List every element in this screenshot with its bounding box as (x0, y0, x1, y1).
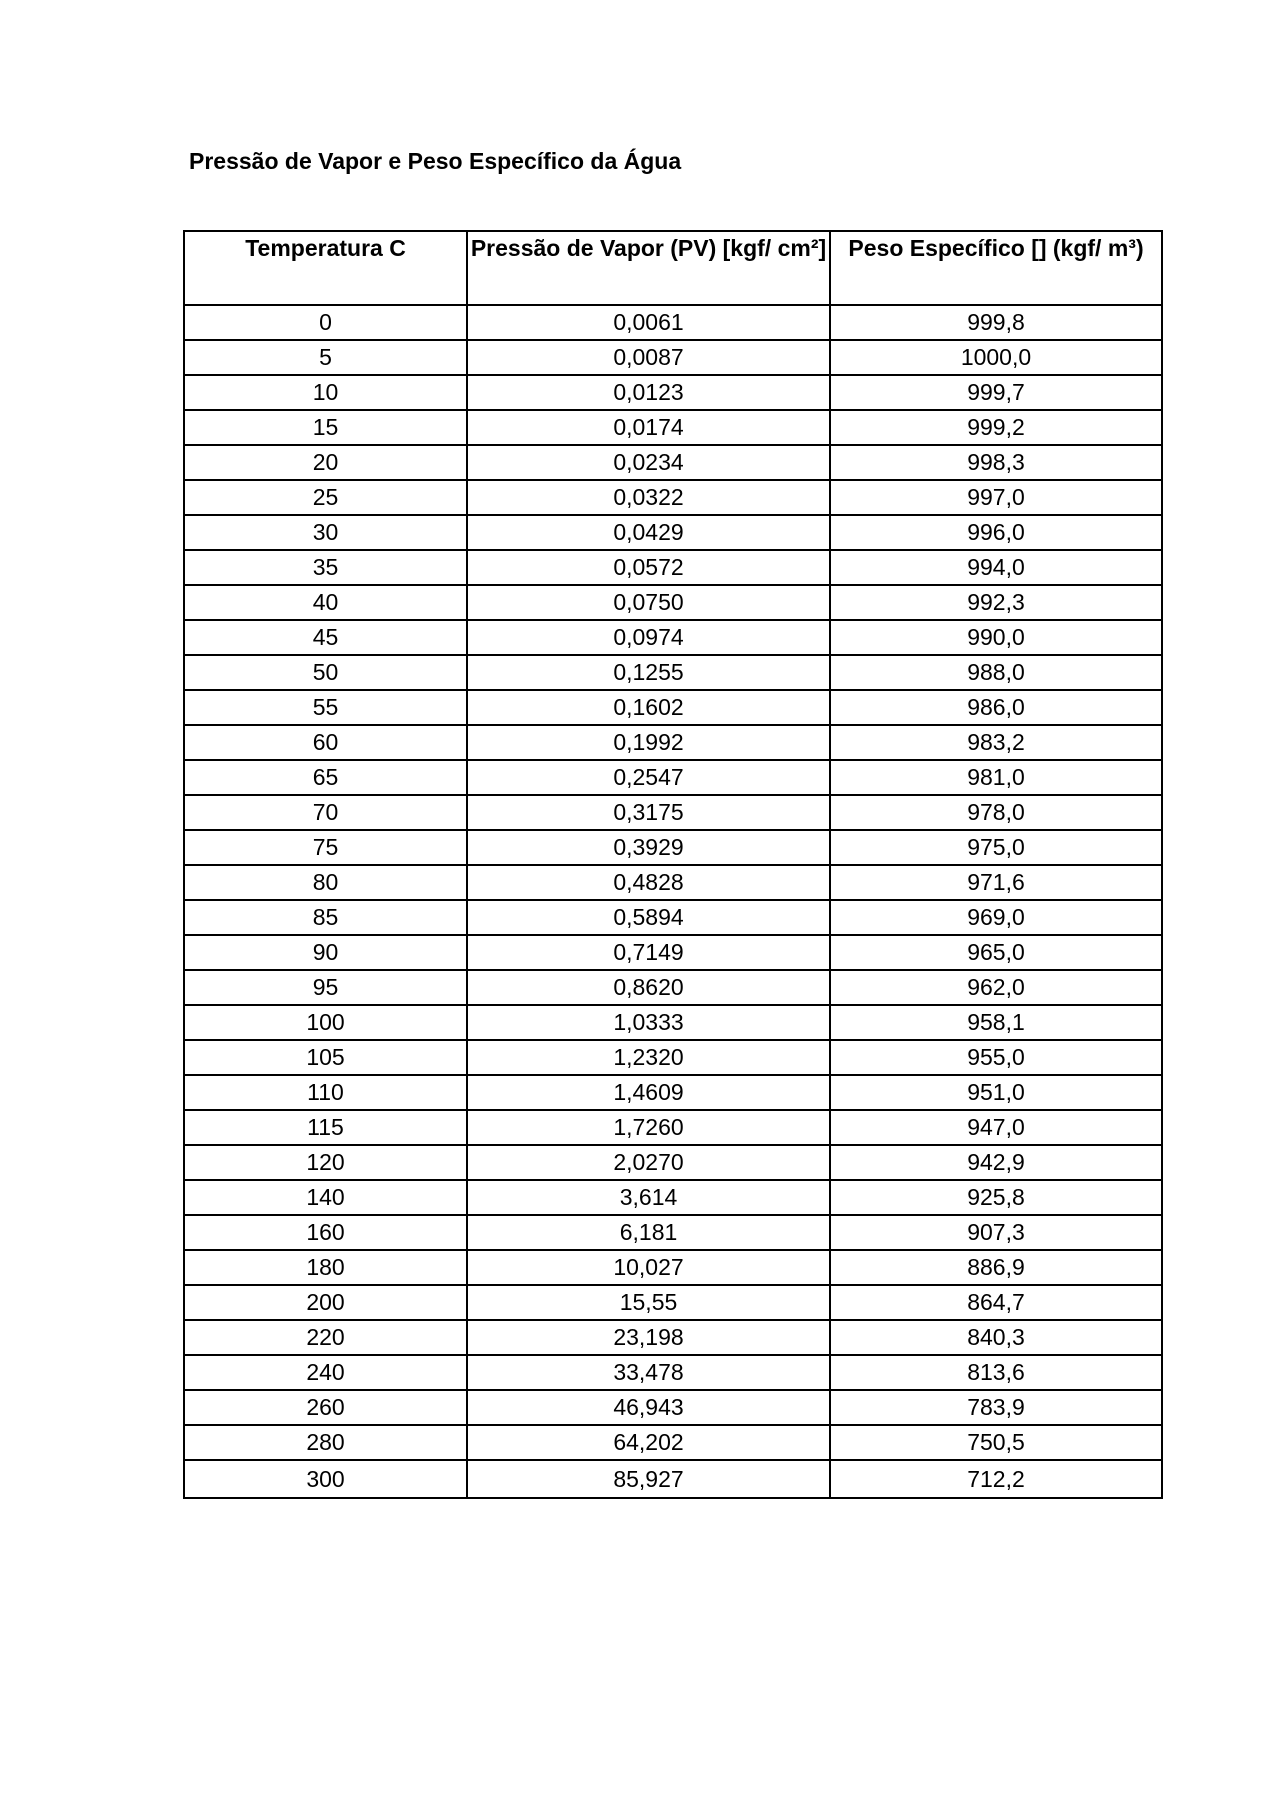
cell-vapor-pressure: 6,181 (467, 1215, 830, 1250)
table-row (184, 1005, 1162, 1040)
cell-temperature: 90 (184, 935, 467, 970)
table-row (184, 550, 1162, 585)
cell-vapor-pressure: 64,202 (467, 1425, 830, 1460)
cell-temperature: 45 (184, 620, 467, 655)
cell-vapor-pressure: 0,5894 (467, 900, 830, 935)
cell-specific-weight: 999,8 (830, 305, 1162, 340)
table-row (184, 1110, 1162, 1145)
cell-vapor-pressure: 0,1255 (467, 655, 830, 690)
cell-specific-weight: 965,0 (830, 935, 1162, 970)
data-table (183, 230, 1163, 1499)
cell-specific-weight: 962,0 (830, 970, 1162, 1005)
cell-vapor-pressure: 0,0174 (467, 410, 830, 445)
cell-specific-weight: 994,0 (830, 550, 1162, 585)
table-row (184, 480, 1162, 515)
cell-vapor-pressure: 0,2547 (467, 760, 830, 795)
cell-vapor-pressure: 3,614 (467, 1180, 830, 1215)
table-row (184, 690, 1162, 725)
cell-temperature: 75 (184, 830, 467, 865)
cell-vapor-pressure: 0,0087 (467, 340, 830, 375)
table-row (184, 515, 1162, 550)
cell-specific-weight: 813,6 (830, 1355, 1162, 1390)
cell-temperature: 120 (184, 1145, 467, 1180)
cell-vapor-pressure: 0,0061 (467, 305, 830, 340)
cell-vapor-pressure: 10,027 (467, 1250, 830, 1285)
cell-vapor-pressure: 0,8620 (467, 970, 830, 1005)
table-row (184, 410, 1162, 445)
table-row (184, 935, 1162, 970)
cell-vapor-pressure: 0,1602 (467, 690, 830, 725)
cell-temperature: 180 (184, 1250, 467, 1285)
cell-temperature: 280 (184, 1425, 467, 1460)
cell-vapor-pressure: 0,0750 (467, 585, 830, 620)
cell-vapor-pressure: 0,3175 (467, 795, 830, 830)
header-temperature: Temperatura C (184, 231, 467, 305)
table-row (184, 1460, 1162, 1498)
table-row (184, 620, 1162, 655)
table-row (184, 305, 1162, 340)
cell-temperature: 115 (184, 1110, 467, 1145)
table-row (184, 445, 1162, 480)
cell-specific-weight: 942,9 (830, 1145, 1162, 1180)
cell-specific-weight: 1000,0 (830, 340, 1162, 375)
cell-specific-weight: 783,9 (830, 1390, 1162, 1425)
cell-temperature: 240 (184, 1355, 467, 1390)
cell-vapor-pressure: 46,943 (467, 1390, 830, 1425)
cell-vapor-pressure: 1,4609 (467, 1075, 830, 1110)
cell-temperature: 110 (184, 1075, 467, 1110)
cell-temperature: 50 (184, 655, 467, 690)
cell-temperature: 100 (184, 1005, 467, 1040)
table-row (184, 1180, 1162, 1215)
cell-temperature: 300 (184, 1460, 467, 1498)
cell-vapor-pressure: 1,7260 (467, 1110, 830, 1145)
cell-vapor-pressure: 1,2320 (467, 1040, 830, 1075)
cell-temperature: 10 (184, 375, 467, 410)
cell-temperature: 95 (184, 970, 467, 1005)
header-row (184, 231, 1162, 305)
table-row (184, 900, 1162, 935)
cell-specific-weight: 840,3 (830, 1320, 1162, 1355)
cell-specific-weight: 750,5 (830, 1425, 1162, 1460)
table-row (184, 795, 1162, 830)
cell-temperature: 260 (184, 1390, 467, 1425)
cell-specific-weight: 978,0 (830, 795, 1162, 830)
cell-specific-weight: 975,0 (830, 830, 1162, 865)
cell-specific-weight: 955,0 (830, 1040, 1162, 1075)
cell-vapor-pressure: 0,0322 (467, 480, 830, 515)
cell-vapor-pressure: 0,0123 (467, 375, 830, 410)
cell-specific-weight: 864,7 (830, 1285, 1162, 1320)
cell-temperature: 55 (184, 690, 467, 725)
table-row (184, 1320, 1162, 1355)
table-row (184, 865, 1162, 900)
table-row (184, 970, 1162, 1005)
table-row (184, 655, 1162, 690)
cell-specific-weight: 981,0 (830, 760, 1162, 795)
table-row (184, 1145, 1162, 1180)
cell-vapor-pressure: 0,1992 (467, 725, 830, 760)
cell-specific-weight: 992,3 (830, 585, 1162, 620)
cell-temperature: 160 (184, 1215, 467, 1250)
cell-specific-weight: 988,0 (830, 655, 1162, 690)
cell-specific-weight: 999,2 (830, 410, 1162, 445)
cell-specific-weight: 951,0 (830, 1075, 1162, 1110)
cell-specific-weight: 990,0 (830, 620, 1162, 655)
cell-specific-weight: 712,2 (830, 1460, 1162, 1498)
cell-specific-weight: 907,3 (830, 1215, 1162, 1250)
table-row (184, 1285, 1162, 1320)
cell-vapor-pressure: 0,7149 (467, 935, 830, 970)
cell-vapor-pressure: 1,0333 (467, 1005, 830, 1040)
table-row (184, 725, 1162, 760)
cell-temperature: 60 (184, 725, 467, 760)
cell-temperature: 200 (184, 1285, 467, 1320)
cell-temperature: 5 (184, 340, 467, 375)
cell-specific-weight: 971,6 (830, 865, 1162, 900)
cell-temperature: 35 (184, 550, 467, 585)
header-specific-weight: Peso Específico [] (kgf/ m³) (830, 231, 1162, 305)
cell-vapor-pressure: 0,0572 (467, 550, 830, 585)
cell-temperature: 105 (184, 1040, 467, 1075)
cell-specific-weight: 958,1 (830, 1005, 1162, 1040)
table-row (184, 830, 1162, 865)
cell-temperature: 220 (184, 1320, 467, 1355)
table-row (184, 1040, 1162, 1075)
cell-vapor-pressure: 2,0270 (467, 1145, 830, 1180)
table-row (184, 1215, 1162, 1250)
cell-vapor-pressure: 33,478 (467, 1355, 830, 1390)
table-row (184, 1390, 1162, 1425)
cell-temperature: 30 (184, 515, 467, 550)
table-row (184, 1075, 1162, 1110)
cell-temperature: 140 (184, 1180, 467, 1215)
cell-vapor-pressure: 0,0234 (467, 445, 830, 480)
table-body (184, 305, 1162, 1498)
cell-vapor-pressure: 0,4828 (467, 865, 830, 900)
cell-temperature: 20 (184, 445, 467, 480)
cell-temperature: 40 (184, 585, 467, 620)
cell-temperature: 65 (184, 760, 467, 795)
table-row (184, 375, 1162, 410)
cell-temperature: 80 (184, 865, 467, 900)
cell-vapor-pressure: 15,55 (467, 1285, 830, 1320)
cell-temperature: 15 (184, 410, 467, 445)
cell-specific-weight: 925,8 (830, 1180, 1162, 1215)
cell-temperature: 70 (184, 795, 467, 830)
table-row (184, 1355, 1162, 1390)
cell-specific-weight: 947,0 (830, 1110, 1162, 1145)
cell-specific-weight: 983,2 (830, 725, 1162, 760)
table-row (184, 1425, 1162, 1460)
table-header (184, 231, 1162, 305)
cell-temperature: 0 (184, 305, 467, 340)
table-row (184, 585, 1162, 620)
table-row (184, 340, 1162, 375)
page-title: Pressão de Vapor e Peso Específico da Água (189, 148, 682, 174)
cell-vapor-pressure: 0,3929 (467, 830, 830, 865)
cell-specific-weight: 997,0 (830, 480, 1162, 515)
cell-specific-weight: 999,7 (830, 375, 1162, 410)
cell-specific-weight: 886,9 (830, 1250, 1162, 1285)
cell-specific-weight: 969,0 (830, 900, 1162, 935)
cell-specific-weight: 996,0 (830, 515, 1162, 550)
cell-temperature: 85 (184, 900, 467, 935)
cell-temperature: 25 (184, 480, 467, 515)
cell-vapor-pressure: 0,0429 (467, 515, 830, 550)
table-row (184, 1250, 1162, 1285)
cell-vapor-pressure: 85,927 (467, 1460, 830, 1498)
header-vapor-pressure: Pressão de Vapor (PV) [kgf/ cm²] (467, 231, 830, 305)
cell-vapor-pressure: 0,0974 (467, 620, 830, 655)
cell-vapor-pressure: 23,198 (467, 1320, 830, 1355)
cell-specific-weight: 998,3 (830, 445, 1162, 480)
cell-specific-weight: 986,0 (830, 690, 1162, 725)
table-row (184, 760, 1162, 795)
